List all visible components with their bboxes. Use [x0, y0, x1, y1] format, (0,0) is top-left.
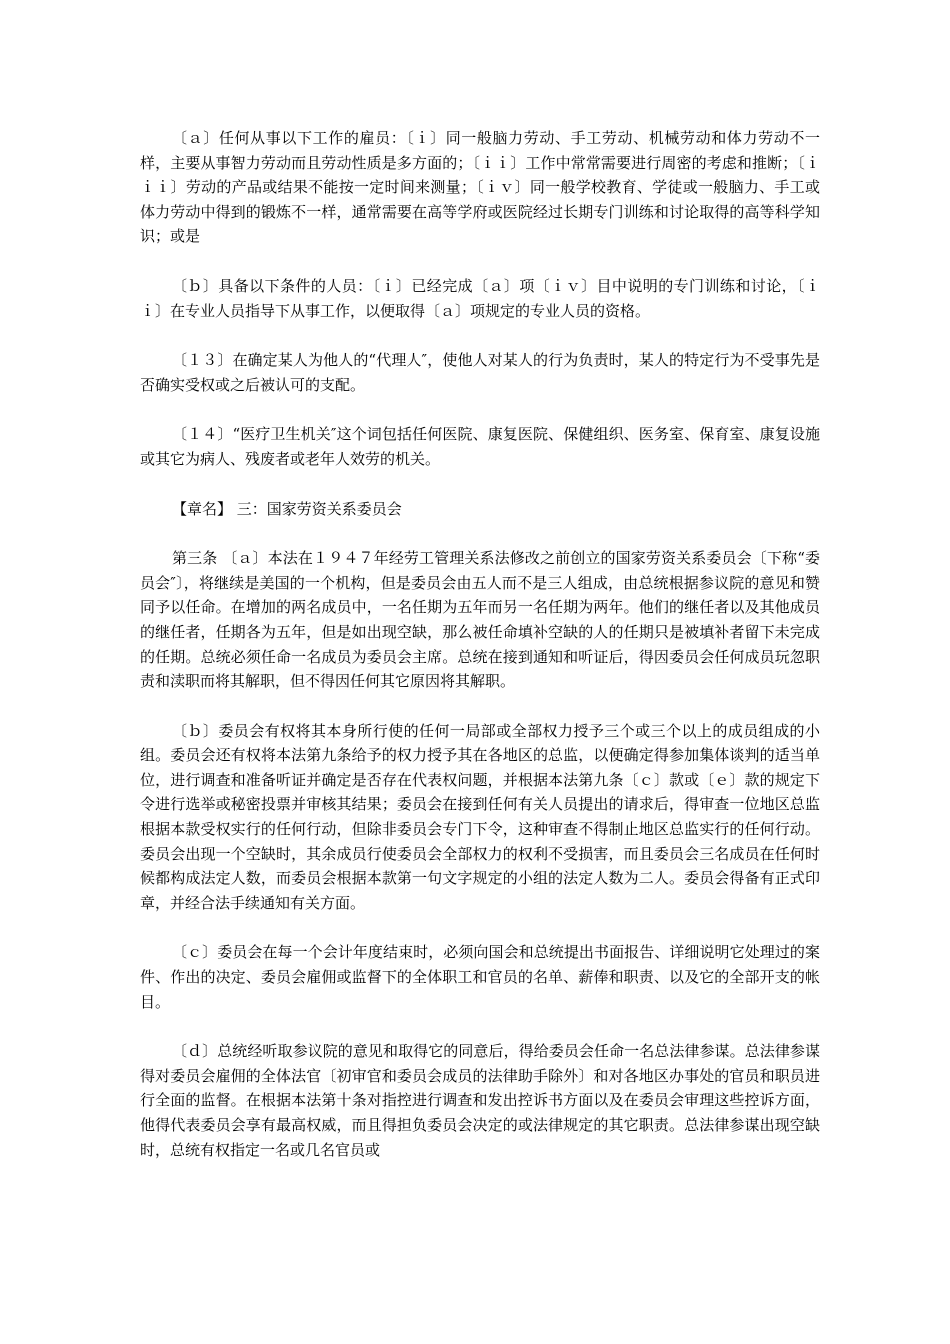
paragraph-article-3d: 〔ｄ〕总统经听取参议院的意见和取得它的同意后，得给委员会任命一名总法律参谋。总法律参谋得对委员会雇佣的全体法官〔初审官和委员会成员的法律助手除外〕和对各地区办事处的官员和职员进行全面的监督。在根据本法第十条对指控进行调查和发出控诉书方面以及在委员会审理这些控诉方面，他得代表委员会享有最高权威，而且得担负委员会决定的或法律规定的其它职责。总法律参谋出现空缺时，总统有权指定一名或几名官员或 — [140, 1042, 820, 1159]
paragraph-article-3a: 第三条 〔ａ〕本法在１９４７年经劳工管理关系法修改之前创立的国家劳资关系委员会〔下称“委员会″〕，将继续是美国的一个机构，但是委员会由五人而不是三人组成，由总统根据参议院的意见和赞同予以任命。在增加的两名成员中，一名任期为五年而另一名任期为两年。他们的继任者以及其他成员的继任者，任期各为五年，但是如出现空缺，那么被任命填补空缺的人的任期只是被填补者留下未完成的任期。总统必须任命一名成员为委员会主席。总统在接到通知和听证后，得因委员会任何成员玩忽职责和渎职而将其解职，但不得因任何其它原因将其解职。 — [140, 549, 820, 691]
chapter-heading: 【章名】 三：国家劳资关系委员会 — [172, 499, 402, 518]
document-body — [140, 126, 820, 1187]
paragraph-definition-health-care: 〔１４〕“医疗卫生机关″这个词包括任何医院、康复医院、保健组织、医务室、保育室、康复设施或其它为病人、残废者或老年人效劳的机关。 — [140, 425, 820, 468]
paragraph-definition-agent: 〔１３〕在确定某人为他人的“代理人″，使他人对某人的行为负责时，某人的特定行为不受事先是否确实受权或之后被认可的支配。 — [140, 351, 820, 394]
paragraph-professional-employee-b: 〔ｂ〕具备以下条件的人员：〔ｉ〕已经完成〔ａ〕项〔ｉｖ〕目中说明的专门训练和讨论，〔ｉｉ〕在专业人员指导下从事工作，以便取得〔ａ〕项规定的专业人员的资格。 — [140, 276, 820, 320]
paragraph-article-3b: 〔ｂ〕委员会有权将其本身所行使的任何一局部或全部权力授予三个或三个以上的成员组成的小组。委员会还有权将本法第九条给予的权力授予其在各地区的总监，以便确定得参加集体谈判的适当单位，进行调查和准备听证并确定是否存在代表权问题，并根据本法第九条〔ｃ〕款或〔ｅ〕款的规定下令进行选举或秘密投票并审核其结果；委员会在接到任何有关人员提出的请求后，得审查一位地区总监根据本款受权实行的任何行动，但除非委员会专门下令，这种审查不得制止地区总监实行的任何行动。委员会出现一个空缺时，其余成员行使委员会全部权力的权利不受损害，而且委员会三名成员在任何时候都构成法定人数，而委员会根据本款第一句文字规定的小组的法定人数为二人。委员会得备有正式印章，并经合法手续通知有关方面。 — [140, 721, 820, 912]
paragraph-professional-employee-a: 〔ａ〕任何从事以下工作的雇员：〔ｉ〕同一般脑力劳动、手工劳动、机械劳动和体力劳动不一样，主要从事智力劳动而且劳动性质是多方面的；〔ｉｉ〕工作中常常需要进行周密的考虑和推断；〔ｉｉｉ〕劳动的产品或结果不能按一定时间来测量；〔ｉｖ〕同一般学校教育、学徒或一般脑力、手工或体力劳动中得到的锻炼不一样，通常需要在高等学府或医院经过长期专门训练和讨论取得的高等科学知识；或是 — [140, 129, 820, 246]
paragraph-article-3c: 〔ｃ〕委员会在每一个会计年度结束时，必须向国会和总统提出书面报告、详细说明它处理过的案件、作出的决定、委员会雇佣或监督下的全体职工和官员的名单、薪俸和职责、以及它的全部开支的帐目。 — [140, 943, 820, 1011]
